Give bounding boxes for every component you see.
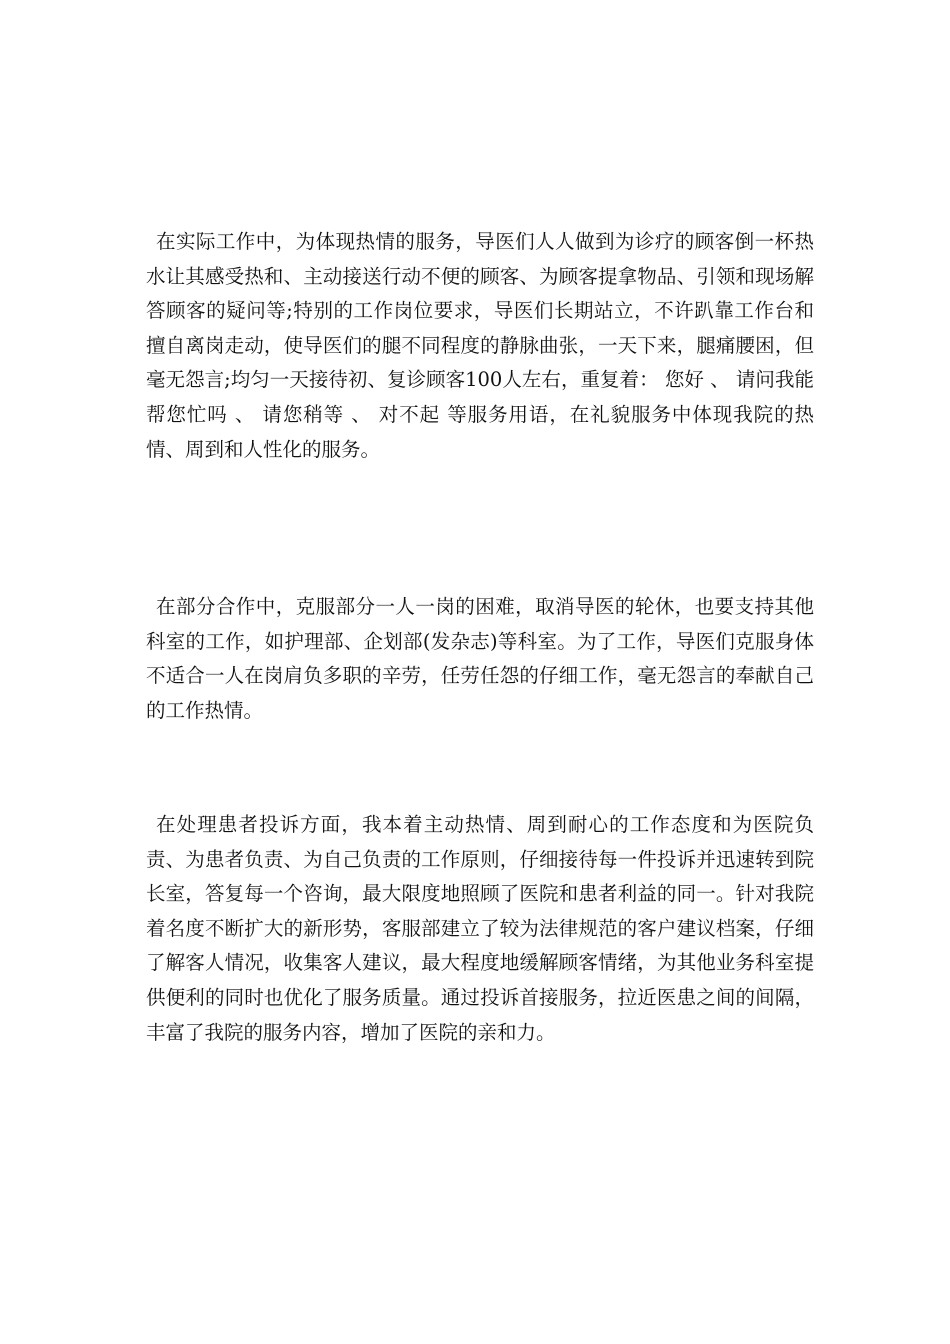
paragraph-department-cooperation: 在部分合作中，克服部分一人一岗的困难，取消导医的轮休，也要支持其他科室的工作，如护理部、企划部(发杂志)等科室。为了工作，导医们克服身体不适合一人在岗肩负多职的辛劳，任劳任怨的仔细工作，毫无怨言的奉献自己的工作热情。 <box>146 595 814 722</box>
paragraph-reception-service: 在实际工作中，为体现热情的服务，导医们人人做到为诊疗的顾客倒一杯热水让其感受热和、主动接送行动不便的顾客、为顾客提拿物品、引领和现场解答顾客的疑问等;特别的工作岗位要求，导医们长期站立，不许趴靠工作台和擅自离岗走动，使导医们的腿不同程度的静脉曲张，一天下来，腿痛腰困，但毫无怨言;均匀一天接待初、复诊顾客100人左右，重复着： 您好 、 请问我能帮您忙吗 、 请您稍等 、 对不起 等服务用语，在礼貌服务中体现我院的热情、周到和人性化的服务。 <box>146 230 814 461</box>
paragraph-complaint-handling: 在处理患者投诉方面，我本着主动热情、周到耐心的工作态度和为医院负责、为患者负责、为自己负责的工作原则，仔细接待每一件投诉并迅速转到院长室，答复每一个咨询，最大限度地照顾了医院和患者利益的同一。针对我院着名度不断扩大的新形势，客服部建立了较为法律规范的客户建议档案，仔细了解客人情况，收集客人建议，最大程度地缓解顾客情绪，为其他业务科室提供便利的同时也优化了服务质量。通过投诉首接服务，拉近医患之间的间隔，丰富了我院的服务内容，增加了医院的亲和力。 <box>146 813 814 1044</box>
